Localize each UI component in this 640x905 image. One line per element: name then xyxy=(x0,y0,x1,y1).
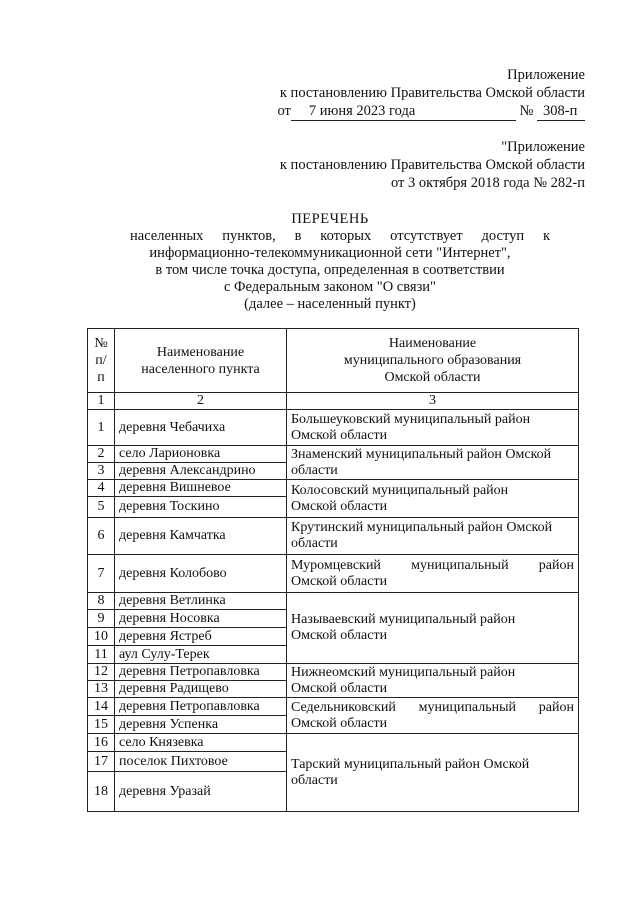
settlement-name: деревня Вишневое xyxy=(115,480,287,497)
table-header-row xyxy=(88,329,579,393)
municipality-line-1: Седельниковский муниципальный район xyxy=(291,699,574,715)
settlement-name: деревня Уразай xyxy=(115,772,287,812)
header-number-line-2: п/п xyxy=(95,353,107,385)
row-number: 4 xyxy=(88,480,115,497)
row-number: 8 xyxy=(88,593,115,610)
title-line-3: в том числе точка доступа, определенная в соответствии xyxy=(155,262,505,278)
row-number: 9 xyxy=(88,610,115,628)
title-line-5: (далее – населенный пункт) xyxy=(244,296,416,312)
municipality-line-2: области xyxy=(291,536,338,551)
title-line-2: информационно-телекоммуникационной сети "Интернет", xyxy=(149,245,511,261)
municipality-line-1: Нижнеомский муниципальный район xyxy=(291,664,516,680)
row-number: 2 xyxy=(88,446,115,463)
settlement-name: село Князевка xyxy=(115,734,287,752)
table-row xyxy=(88,698,579,716)
settlement-name: аул Сулу-Терек xyxy=(115,646,287,664)
municipality-line-2: Омской области xyxy=(291,573,388,589)
municipality-line-2: Омской области xyxy=(291,715,388,731)
municipality-line-2: Омской области xyxy=(291,427,388,443)
row-number: 3 xyxy=(88,463,115,480)
settlement-name: деревня Камчатка xyxy=(115,518,287,555)
resolution-date: 7 июня 2023 года xyxy=(291,104,516,121)
header-settlement-line-2: населенного пункта xyxy=(141,361,260,377)
original-appendix-label: "Приложение xyxy=(501,139,585,155)
municipality-line-2: области xyxy=(291,462,338,478)
municipality-line-1: Крутинский муниципальный район Омской xyxy=(291,520,553,535)
table-row xyxy=(88,734,579,752)
settlement-name: деревня Носовка xyxy=(115,610,287,628)
date-prefix: от xyxy=(277,103,291,119)
municipality-name xyxy=(287,410,579,446)
municipality-name xyxy=(287,698,579,734)
row-number: 17 xyxy=(88,752,115,772)
row-number: 7 xyxy=(88,555,115,593)
municipality-line-2: Омской области xyxy=(291,628,388,643)
row-number: 13 xyxy=(88,681,115,698)
municipality-name xyxy=(287,664,579,698)
column-index: 3 xyxy=(287,393,579,410)
column-index: 2 xyxy=(115,393,287,410)
row-number: 1 xyxy=(88,410,115,446)
table-row xyxy=(88,555,579,593)
title-line-1: населенных пунктов, в которых отсутствует доступ к xyxy=(130,228,550,244)
appendix-header xyxy=(278,66,586,121)
title-line-4: с Федеральным законом "О связи" xyxy=(224,279,436,295)
row-number: 10 xyxy=(88,628,115,646)
settlement-name: деревня Успенка xyxy=(115,716,287,734)
municipality-line-1: Называевский муниципальный район xyxy=(291,612,516,627)
table-row xyxy=(88,593,579,610)
original-resolution-line: к постановлению Правительства Омской области xyxy=(279,157,585,173)
column-index-row xyxy=(88,393,579,410)
row-number: 12 xyxy=(88,664,115,681)
municipality-name xyxy=(287,555,579,593)
municipality-name xyxy=(287,446,579,480)
row-number: 5 xyxy=(88,497,115,518)
settlement-name: деревня Александрино xyxy=(115,463,287,480)
row-number: 18 xyxy=(88,772,115,812)
settlement-name: деревня Радищево xyxy=(115,681,287,698)
resolution-number: 308-п xyxy=(537,104,585,121)
settlement-name: деревня Чебачиха xyxy=(115,410,287,446)
original-resolution-date: от 3 октября 2018 года № 282-п xyxy=(390,175,585,191)
appendix-date-line xyxy=(278,102,586,121)
document-title xyxy=(70,211,590,313)
municipality-line-1: Тарский муниципальный район Омской xyxy=(291,756,530,772)
municipality-line-2: области xyxy=(291,772,338,788)
table-row xyxy=(88,664,579,681)
municipality-line-1: Знаменский муниципальный район Омской xyxy=(291,446,552,462)
header-number-line-1: № xyxy=(94,336,108,351)
table-row xyxy=(88,480,579,497)
municipality-name xyxy=(287,480,579,518)
column-index: 1 xyxy=(88,393,115,410)
municipality-line-1: Большеуковский муниципальный район xyxy=(291,411,531,427)
header-municipality-line-1: Наименование xyxy=(388,336,477,351)
title-heading: ПЕРЕЧЕНЬ xyxy=(291,211,369,227)
table-row xyxy=(88,446,579,463)
settlement-name: деревня Петропавловка xyxy=(115,698,287,716)
municipality-name xyxy=(287,734,579,812)
header-municipality-line-2: муниципального образования xyxy=(343,353,522,368)
settlement-name: деревня Петропавловка xyxy=(115,664,287,681)
municipality-line-2: Омской области xyxy=(291,498,388,514)
number-prefix: № xyxy=(519,103,534,119)
settlement-name: деревня Тоскино xyxy=(115,497,287,518)
row-number: 11 xyxy=(88,646,115,664)
header-municipality xyxy=(287,329,579,393)
row-number: 16 xyxy=(88,734,115,752)
settlement-name: село Ларионовка xyxy=(115,446,287,463)
municipality-line-2: Омской области xyxy=(291,680,388,696)
settlements-table xyxy=(87,328,579,812)
appendix-label: Приложение xyxy=(507,67,585,83)
row-number: 14 xyxy=(88,698,115,716)
header-municipality-line-3: Омской области xyxy=(384,370,481,385)
municipality-line-1: Муромцевский муниципальный район xyxy=(291,557,574,573)
header-settlement xyxy=(115,329,287,393)
header-settlement-line-1: Наименование xyxy=(156,344,245,360)
header-number xyxy=(88,329,115,393)
settlement-name: деревня Ветлинка xyxy=(115,593,287,610)
municipality-name xyxy=(287,593,579,664)
original-appendix-header xyxy=(280,138,585,192)
settlement-name: деревня Ястреб xyxy=(115,628,287,646)
municipality-line-1: Колосовский муниципальный район xyxy=(291,482,509,498)
table-row xyxy=(88,518,579,555)
row-number: 6 xyxy=(88,518,115,555)
settlement-name: деревня Колобово xyxy=(115,555,287,593)
row-number: 15 xyxy=(88,716,115,734)
appendix-resolution-line: к постановлению Правительства Омской области xyxy=(279,85,585,101)
municipality-name xyxy=(287,518,579,555)
settlement-name: поселок Пихтовое xyxy=(115,752,287,772)
table-row xyxy=(88,410,579,446)
